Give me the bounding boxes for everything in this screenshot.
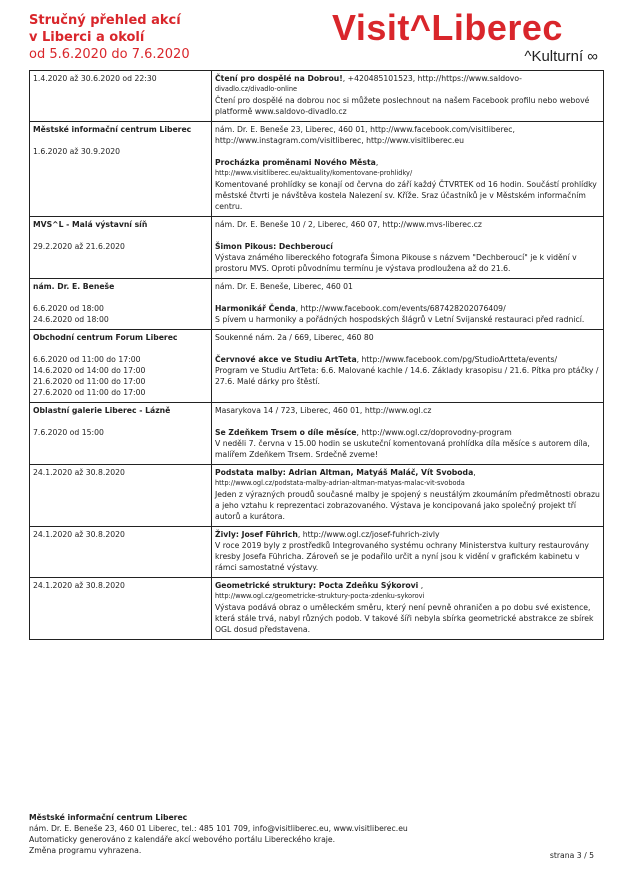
event-description: V neděli 7. června v 15.00 hodin se uskuteční komentovaná prohlídka díla měsíce s autorem díla, malířem Zdeňkem Trsem. Srdečně zveme! [215, 439, 590, 459]
event-row [30, 578, 604, 640]
event-meta: , [375, 158, 379, 167]
event-description: S pívem u harmoniky a pořádných hospodských šlágrů v Letní Svijanské restauraci před radnicí. [215, 315, 585, 324]
footer-generated: Automaticky generováno z kalendáře akcí webového portálu Libereckého kraje. [29, 835, 336, 844]
event-date: 1.4.2020 až 30.6.2020 od 22:30 [33, 74, 157, 83]
venue-address: nám. Dr. E. Beneše 10 / 2, Liberec, 460 07, http://www.mvs-liberec.cz [215, 220, 482, 229]
event-row [30, 279, 604, 330]
venue-date-cell [30, 279, 212, 330]
event-date: 29.2.2020 až 21.6.2020 [33, 242, 125, 251]
document-header [29, 12, 329, 63]
header-title-line1: Stručný přehled akcí [29, 13, 181, 28]
footer [29, 812, 601, 856]
event-meta: , [418, 581, 424, 590]
header-date-range: od 5.6.2020 do 7.6.2020 [29, 47, 190, 62]
event-detail-cell [212, 279, 604, 330]
event-detail-cell [212, 217, 604, 279]
footer-note: Změna programu vyhrazena. [29, 846, 142, 855]
event-detail-cell [212, 465, 604, 527]
event-heading [215, 529, 600, 540]
logo-sub-text: ^Kulturní ∞ [524, 48, 598, 65]
event-title: Červnové akce ve Studiu ArtTeta [215, 355, 357, 364]
venue-address: nám. Dr. E. Beneše 23, Liberec, 460 01, http://www.facebook.com/visitliberec, http://www.instagram.com/visitliberec, http://www.visitliberec.eu [215, 125, 515, 145]
event-description: Program ve Studiu ArtTeta: 6.6. Malované kachle / 14.6. Základy krasopisu / 21.6. Pítka pro ptáčky / 27.6. Malé dárky pro štěstí. [215, 366, 599, 386]
venue-name: nám. Dr. E. Beneše [33, 282, 115, 291]
venue-name: MVS^L - Malá výstavní síň [33, 220, 148, 229]
venue-name: Městské informační centrum Liberec [33, 125, 192, 134]
event-detail-cell [212, 122, 604, 217]
event-row [30, 217, 604, 279]
event-heading [215, 303, 600, 314]
event-meta: , http://www.facebook.com/events/687428202076409/ [295, 304, 506, 313]
venue-date-cell [30, 122, 212, 217]
event-detail-cell [212, 578, 604, 640]
event-row [30, 330, 604, 403]
event-title: Šimon Pikous: Dechberoucí [215, 242, 333, 251]
event-date: 24.1.2020 až 30.8.2020 [33, 581, 125, 590]
event-meta: , [473, 468, 476, 477]
event-title: Se Zdeňkem Trsem o díle měsíce [215, 428, 357, 437]
event-heading [215, 241, 600, 252]
event-title: Harmonikář Čenda [215, 304, 296, 313]
event-meta: , http://www.ogl.cz/josef-fuhrich-zivly [297, 530, 440, 539]
header-title-line2: v Liberci a okolí [29, 30, 145, 45]
footer-address: nám. Dr. E. Beneše 23, 460 01 Liberec, tel.: 485 101 709, info@visitliberec.eu, www.visitliberec.eu [29, 824, 408, 833]
events-table [29, 70, 604, 640]
venue-date-cell [30, 217, 212, 279]
event-row [30, 403, 604, 465]
event-title: Geometrické struktury: Pocta Zdeňku Sýkorovi [215, 581, 419, 590]
venue-name: Obchodní centrum Forum Liberec [33, 333, 178, 342]
venue-address: Soukenné nám. 2a / 669, Liberec, 460 80 [215, 333, 374, 342]
event-meta: , +420485101523, http://https://www.saldovo- [342, 74, 522, 83]
page-number: strana 3 / 5 [549, 851, 594, 860]
event-meta: , http://www.facebook.com/pg/StudioArtteta/events/ [356, 355, 558, 364]
event-description: Čtení pro dospělé na dobrou noc si můžete poslechnout na našem Facebook profilu nebo webové platformě www.saldovo-divadlo.cz [215, 96, 590, 116]
event-row [30, 71, 604, 122]
event-date: 6.6.2020 od 18:00 24.6.2020 od 18:00 [33, 304, 109, 324]
visit-liberec-logo [332, 8, 602, 68]
event-description: Výstava známého libereckého fotografa Šimona Pikouse s názvem "Dechberoucí" je k vidění v prostoru MVS. Oproti původnímu termínu je výstava prodloužena až do 21.6. [215, 253, 577, 273]
event-title: Podstata malby: Adrian Altman, Matyáš Maláč, Vít Svoboda [215, 468, 474, 477]
event-detail-cell [212, 71, 604, 122]
venue-date-cell [30, 527, 212, 578]
event-url[interactable]: http://www.visitliberec.eu/aktuality/komentovane-prohlidky/ [215, 169, 413, 177]
venue-name: Oblastní galerie Liberec - Lázně [33, 406, 171, 415]
event-url[interactable]: http://www.ogl.cz/geometricke-struktury-pocta-zdenku-sykorovi [215, 592, 425, 600]
event-date: 24.1.2020 až 30.8.2020 [33, 530, 125, 539]
venue-address: Masarykova 14 / 723, Liberec, 460 01, http://www.ogl.cz [215, 406, 432, 415]
event-heading [215, 354, 600, 365]
event-heading [215, 73, 600, 84]
event-date: 6.6.2020 od 11:00 do 17:00 14.6.2020 od 14:00 do 17:00 21.6.2020 od 11:00 do 17:00 27.6.2020 od 11:00 do 17:00 [33, 355, 146, 397]
event-description: V roce 2019 byly z prostředků Integrovaného systému ochrany Ministerstva kultury restaurovány kresby Josefa Führicha. Zároveň se je podařilo určit a nyní jsou k vidění v grafickém kabinetu v rámci samostatné výstavy. [215, 541, 589, 572]
venue-date-cell [30, 330, 212, 403]
event-detail-cell [212, 330, 604, 403]
event-heading [215, 157, 600, 168]
venue-date-cell [30, 578, 212, 640]
event-row [30, 465, 604, 527]
event-detail-cell [212, 403, 604, 465]
event-meta: , http://www.ogl.cz/doprovodny-program [356, 428, 512, 437]
event-date: 1.6.2020 až 30.9.2020 [33, 147, 120, 156]
event-title: Čtení pro dospělé na Dobrou! [215, 74, 343, 83]
event-row [30, 122, 604, 217]
event-row [30, 527, 604, 578]
venue-date-cell [30, 403, 212, 465]
event-heading [215, 467, 600, 478]
venue-date-cell [30, 71, 212, 122]
event-description: Výstava podává obraz o uměleckém směru, který není pevně ohraničen a po dobu své existence, která stále trvá, nabyl různých podob. V takové šíři nebyla sbírka geometrické abstrakce ze sbírek OGL dosud představena. [215, 603, 594, 634]
event-url[interactable]: http://www.ogl.cz/podstata-malby-adrian-altman-matyas-malac-vit-svoboda [215, 479, 465, 487]
logo-main-text: Visit^Liberec [332, 7, 563, 48]
event-description: Jeden z výrazných proudů současné malby je spojený s neustálým zkoumáním předmětnosti obrazu a jeho vztahu k reprezentaci zobrazovaného. Výstava je koncipovaná jako společný projekt tří autorů a kurátora. [215, 490, 600, 521]
event-heading [215, 427, 600, 438]
event-date: 24.1.2020 až 30.8.2020 [33, 468, 125, 477]
event-title: Procházka proměnami Nového Města [215, 158, 376, 167]
event-title: Živly: Josef Führich [215, 530, 298, 539]
venue-address: nám. Dr. E. Beneše, Liberec, 460 01 [215, 282, 353, 291]
event-detail-cell [212, 527, 604, 578]
event-url[interactable]: divadlo.cz/divadlo-online [215, 85, 298, 93]
footer-org: Městské informační centrum Liberec [29, 813, 188, 822]
event-heading [215, 580, 600, 591]
venue-date-cell [30, 465, 212, 527]
event-date: 7.6.2020 od 15:00 [33, 428, 104, 437]
event-description: Komentované prohlídky se konají od června do září každý ČTVRTEK od 16 hodin. Součástí prohlídky městské čtvrti je návštěva kostela Nalezení sv. Kříže. Sraz účastníků je v Městském informačním centru. [215, 180, 597, 211]
